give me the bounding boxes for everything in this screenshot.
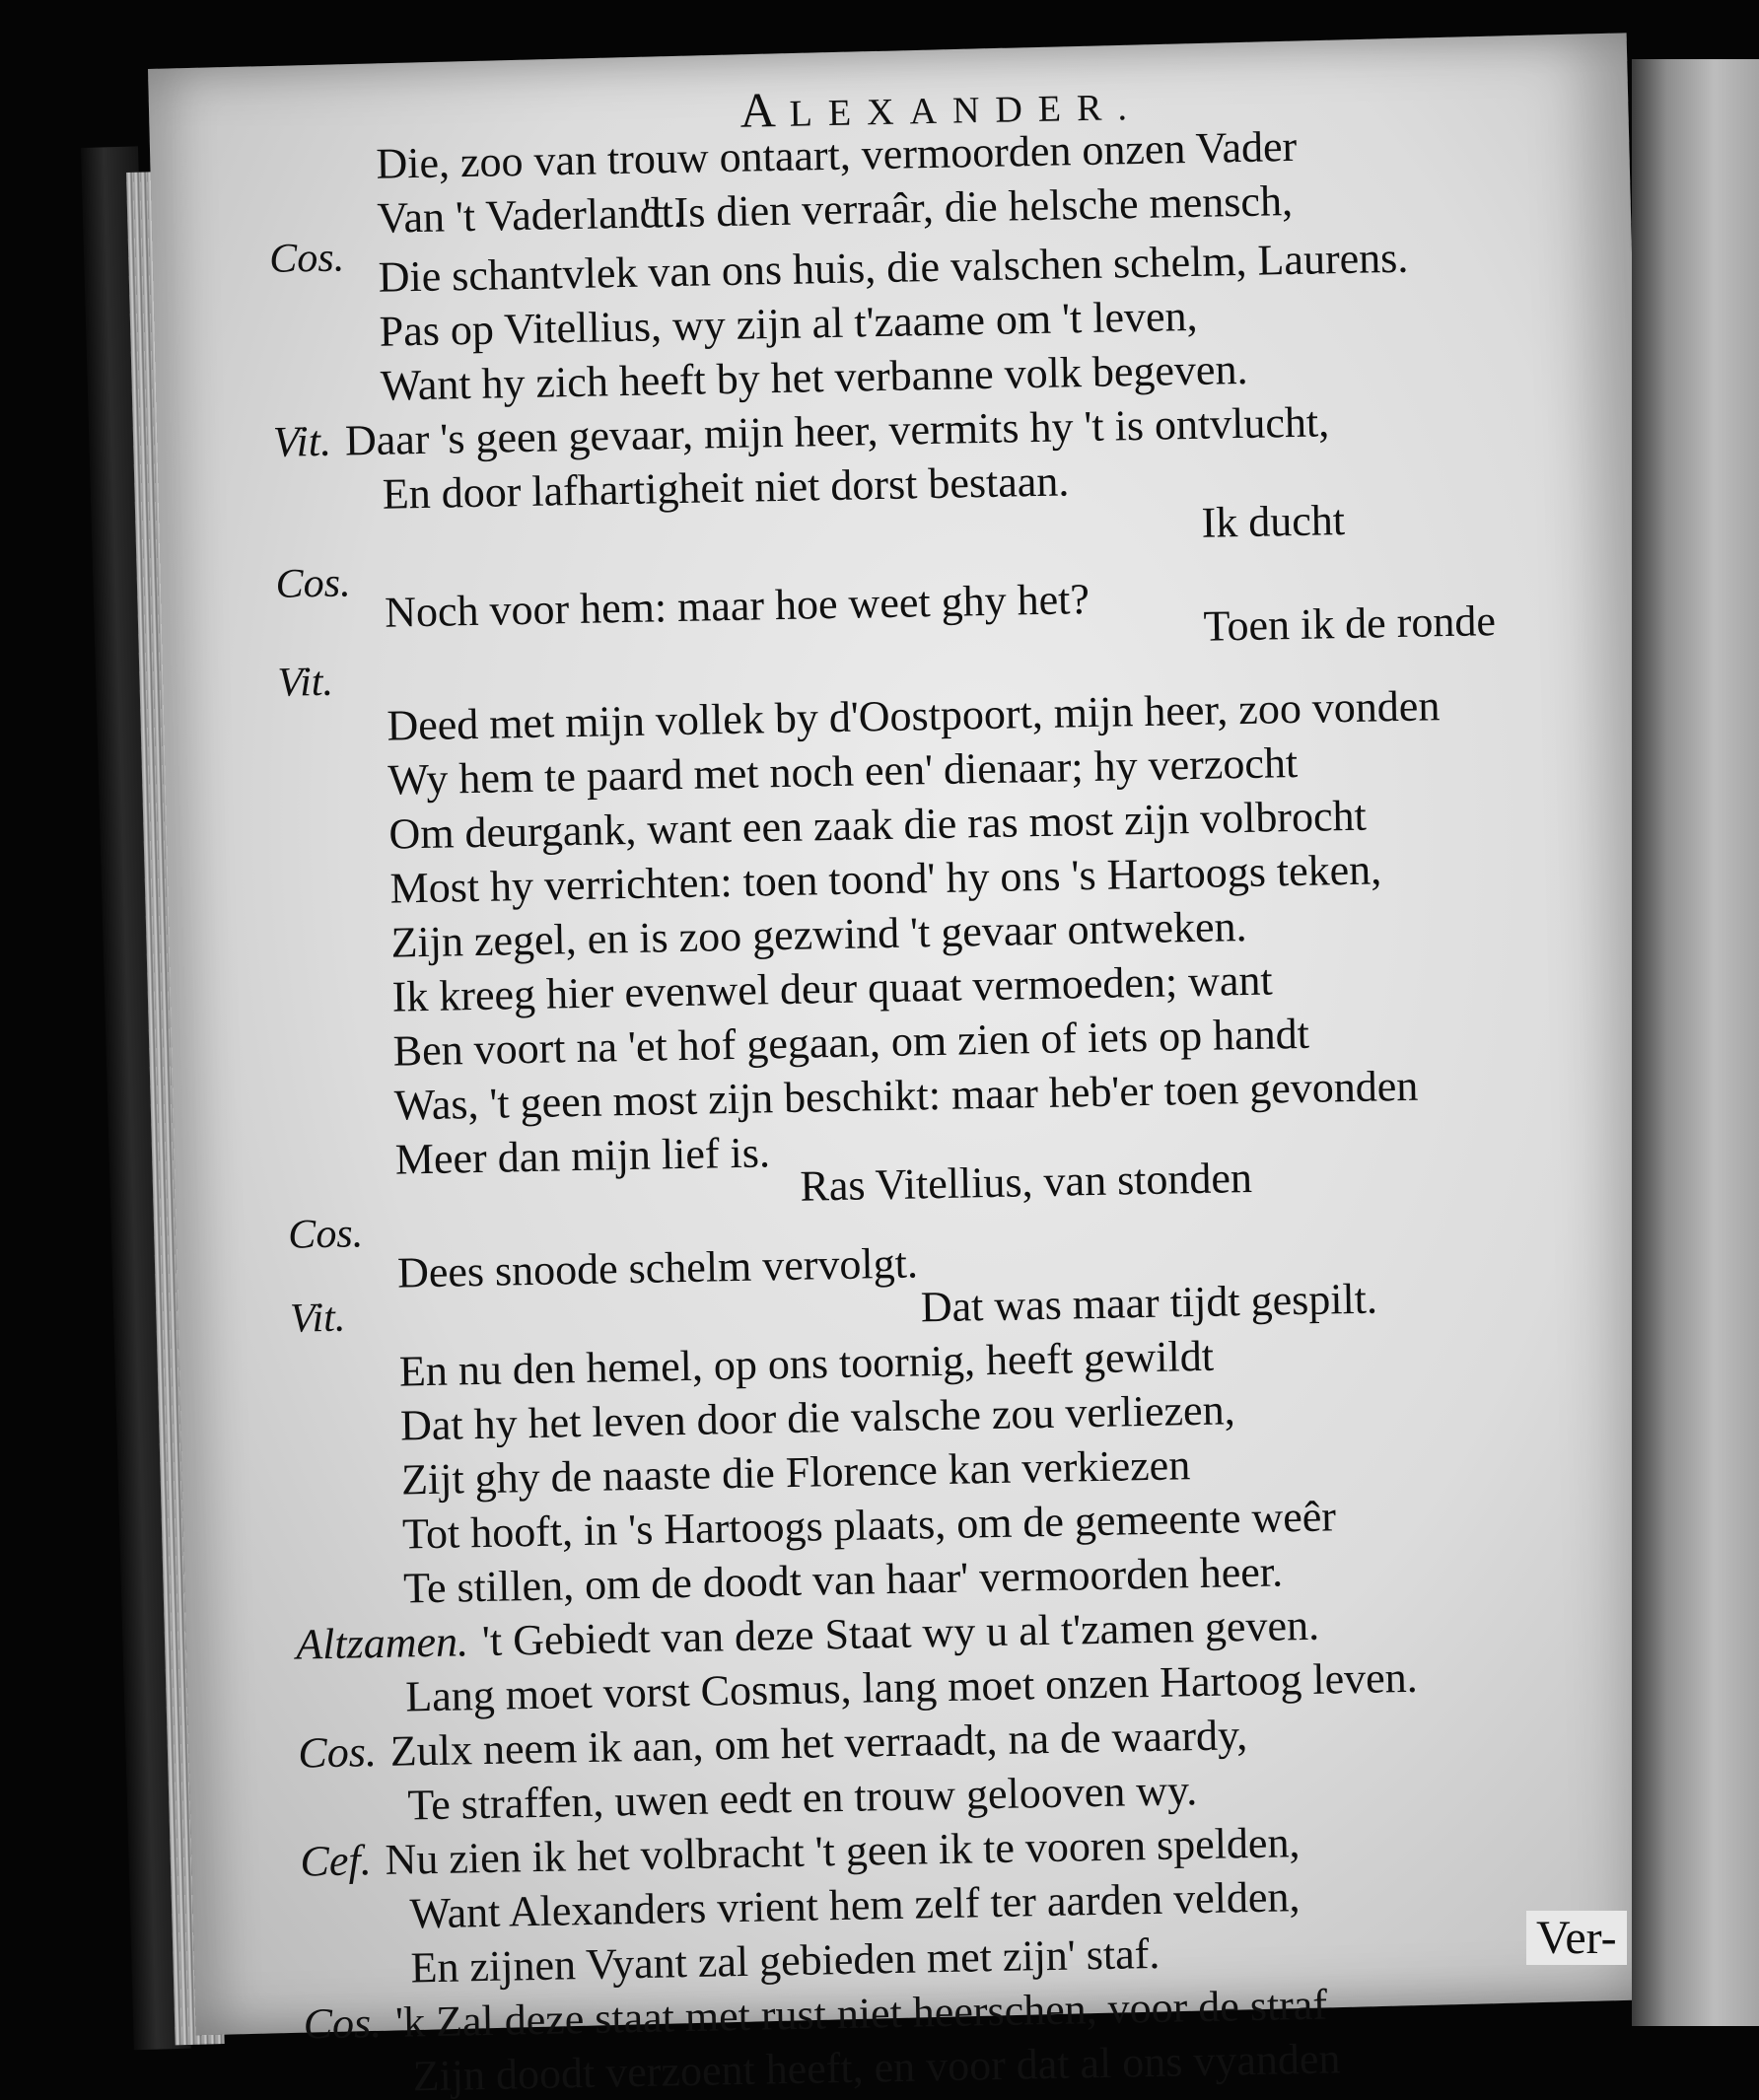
verse-line: Om deurgank, want een zaak die ras most zijn volbrocht [388, 791, 1368, 859]
verse-line: Was, 't geen most zijn beschikt: maar heb'er toen gevonden [393, 1061, 1419, 1130]
speaker-label: Vit. [277, 659, 334, 706]
verse-line: Lang moet vorst Cosmus, lang moet onzen Hartoog leven. [404, 1652, 1419, 1721]
verse-line: Dat was maar tijdt gespilt. [920, 1274, 1378, 1332]
verse-line: Dat hy het leven door die valsche zou verliezen, [399, 1385, 1236, 1450]
verse-line: Die schantvlek van ons huis, die valschen schelm, Laurens. [378, 233, 1409, 302]
verse-line: Zijn zegel, en is zoo gezwind 't gevaar ontweken. [390, 901, 1248, 967]
verse-line: Want hy zich heeft by het verbanne volk begeven. [380, 344, 1248, 410]
verse-line: Ik kreeg hier evenwel deur quaat vermoeden; want [391, 955, 1274, 1021]
verse-line: Toen ik de ronde [1203, 596, 1497, 651]
verse-line: Wy hem te paard met noch een' dienaar; hy verzocht [387, 737, 1299, 805]
verse-line: En nu den hemel, op ons toornig, heeft gewildt [398, 1331, 1215, 1396]
speaker-label: Altzamen. [295, 1617, 469, 1669]
verse-line: Cef. Nu zien ik het volbracht 't geen ik te vooren spelden, [300, 1818, 1301, 1886]
speaker-label: Cos. [303, 1998, 383, 2049]
speaker-label: Vit. [289, 1295, 346, 1342]
verse-line: Vit. Daar 's geen gevaar, mijn heer, vermits hy 't is ontvlucht, [272, 397, 1330, 466]
header-rest: LEXANDER. [789, 86, 1144, 135]
verse-line: Te stillen, om de doodt van haar' vermoorden heer. [402, 1547, 1284, 1613]
verse-line: Te straffen, uwen eedt en trouw gelooven wy. [406, 1766, 1198, 1830]
verse-line: Die, zoo van trouw ontaart, vermoorden onzen Vader [375, 121, 1298, 188]
verse-line: Zijn doodt verzoent heeft, en voor dat al ons vyanden [412, 2034, 1341, 2100]
verse-line: Pas op Vitellius, wy zijn al t'zaame om 't leven, [379, 291, 1198, 356]
speaker-label: Cef. [300, 1836, 373, 1886]
verse-line: Want Alexanders vrient hem zelf ter aarden velden, [409, 1872, 1301, 1938]
speaker-label: Cos. [275, 560, 351, 607]
verse-line: Zijt ghy de naaste die Florence kan verkiezen [400, 1440, 1191, 1505]
verse-line: Ras Vitellius, van stonden [799, 1153, 1253, 1211]
speaker-label: Cos. [287, 1211, 364, 1258]
speaker-label: Cos. [297, 1727, 378, 1778]
catchword: Ver- [1526, 1911, 1627, 1965]
verse-line: Meer dan mijn lief is. [394, 1128, 771, 1184]
verse-line: Most hy verrichten: toen toond' hy ons 's Hartoogs teken, [389, 845, 1382, 913]
verse-line: En zijnen Vyant zal gebieden met zijn' staf. [410, 1928, 1161, 1993]
speaker-label: Cos. [268, 235, 345, 282]
verse-line: Altzamen. 't Gebiedt van deze Staat wy u al t'zamen geven. [295, 1600, 1320, 1669]
verse-line: Deed met mijn vollek by d'Oostpoort, mijn heer, zoo vonden [386, 681, 1441, 750]
verse-line: Ben voort na 'et hof gegaan, om zien of iets op handt [392, 1009, 1310, 1076]
verse-line: Cos. 'k Zal deze staat met rust niet heerschen, voor de straf [303, 1980, 1328, 2049]
verse-line: 't Is dien verraâr, die helsche mensch, [643, 175, 1294, 238]
header-initial: A [739, 81, 791, 138]
verse-line: Van 't Vaderlandt. [377, 187, 685, 243]
verse-line: Tot hooft, in 's Hartoogs plaats, om de gemeente weêr [401, 1492, 1337, 1559]
verse-line: Cos. Zulx neem ik aan, om het verraadt, na de waardy, [297, 1711, 1248, 1778]
page-text [268, 64, 1684, 2100]
verse-line: Dees snoode schelm vervolgt. [396, 1238, 919, 1297]
speaker-label: Vit. [272, 416, 332, 466]
verse-line: Ik ducht [1201, 496, 1346, 547]
verse-line: Noch voor hem: maar hoe weet ghy het? [384, 574, 1091, 637]
verse-line: En door lafhartigheit niet dorst bestaan. [382, 456, 1070, 519]
